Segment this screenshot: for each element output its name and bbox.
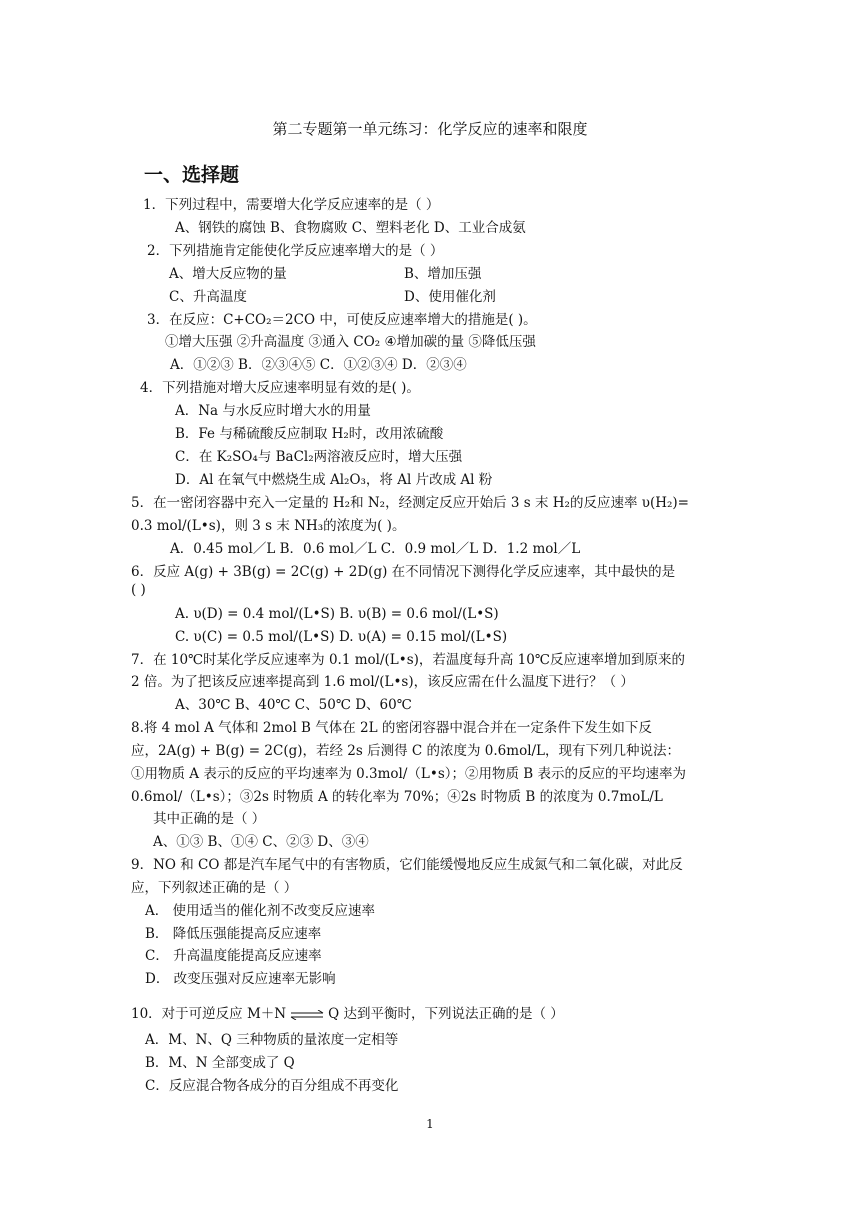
question-8-line-5: 其中正确的是（ ） — [153, 811, 266, 827]
question-7-line-2: 2 倍。为了把该反应速率提高到 1.6 mol/(L•s)，该反应需在什么温度下进行？（ ） — [131, 674, 634, 690]
question-5-line-2: 0.3 mol/(L•s)，则 3 s 末 NH₃的浓度为( )。 — [131, 518, 406, 534]
question-9-option-b: B． 降低压强能提高反应速率 — [145, 926, 322, 942]
question-4-option-a: A．Na 与水反应时增大水的用量 — [175, 403, 371, 419]
question-6-options-ab: A. υ(D) = 0.4 mol/(L•S) B. υ(B) = 0.6 mol/(L•S) — [175, 606, 499, 622]
question-1-options: A、钢铁的腐蚀 B、食物腐败 C、塑料老化 D、工业合成氨 — [175, 220, 526, 236]
question-5-line-1: 5．在一密闭容器中充入一定量的 H₂和 N₂，经测定反应开始后 3 s 末 H₂的反应速率 υ(H₂)= — [131, 495, 689, 511]
question-8-line-1: 8.将 4 mol A 气体和 2mol B 气体在 2L 的密闭容器中混合并在一定条件下发生如下反 — [131, 720, 652, 736]
question-8-line-4: 0.6mol/（L•s）；③2s 时物质 A 的转化率为 70%；④2s 时物质 B 的浓度为 0.7moL/L — [131, 789, 663, 805]
question-3-options: A．①②③ B．②③④⑤ C．①②③④ D．②③④ — [170, 357, 467, 373]
question-2-option-a: A、增大反应物的量 — [169, 266, 287, 282]
question-4-option-b: B．Fe 与稀硫酸反应制取 H₂时，改用浓硫酸 — [175, 426, 444, 442]
question-6-options-cd: C. υ(C) = 0.5 mol/(L•S) D. υ(A) = 0.15 mol/(L•S) — [175, 629, 508, 645]
question-9-option-c: C． 升高温度能提高反应速率 — [145, 948, 322, 964]
page-number: 1 — [426, 1117, 434, 1131]
question-8-options: A、①③ B、①④ C、②③ D、③④ — [153, 834, 369, 850]
question-10-option-c: C．反应混合物各成分的百分组成不再变化 — [145, 1078, 399, 1094]
question-2-option-b: B、增加压强 — [404, 266, 482, 282]
question-6-line-1: 6．反应 A(g) + 3B(g) = 2C(g) + 2D(g) 在不同情况下测得化学反应速率，其中最快的是 — [131, 564, 676, 580]
question-7-line-1: 7．在 10℃时某化学反应速率为 0.1 mol/(L•s)，若温度每升高 10℃反应速率增加到原来的 — [131, 652, 685, 668]
question-4-option-c: C．在 K₂SO₄与 BaCl₂两溶液反应时，增大压强 — [175, 449, 463, 465]
question-2-option-d: D、使用催化剂 — [404, 289, 496, 305]
question-6-line-2: ( ) — [131, 582, 146, 598]
document-title: 第二专题第一单元练习：化学反应的速率和限度 — [272, 120, 588, 138]
question-9-option-d: D． 改变压强对反应速率无影响 — [145, 971, 336, 987]
question-5-options: A．0.45 mol／L B．0.6 mol／L C．0.9 mol／L D．1.2 mol／L — [170, 541, 581, 557]
question-10-stem-prefix: 10．对于可逆反应 M＋N — [131, 1006, 287, 1022]
question-2-stem: 2．下列措施肯定能使化学反应速率增大的是（ ） — [147, 243, 444, 259]
question-4-stem: 4．下列措施对增大反应速率明显有效的是( )。 — [140, 380, 420, 396]
question-9-line-1: 9．NO 和 CO 都是汽车尾气中的有害物质，它们能缓慢地反应生成氮气和二氧化碳，对此反 — [131, 857, 683, 873]
reversible-arrow-icon — [290, 1010, 324, 1020]
question-10-stem — [131, 1005, 564, 1023]
question-3-stem: 3．在反应：C+CO₂＝2CO 中，可使反应速率增大的措施是( )。 — [147, 312, 537, 328]
question-8-line-3: ①用物质 A 表示的反应的平均速率为 0.3mol/（L•s）；②用物质 B 表示的反应的平均速率为 — [131, 766, 686, 782]
question-9-line-2: 应，下列叙述正确的是（ ） — [131, 880, 298, 896]
question-10-stem-suffix: Q 达到平衡时，下列说法正确的是（ ） — [328, 1006, 564, 1022]
question-9-option-a: A． 使用适当的催化剂不改变反应速率 — [145, 903, 376, 919]
question-3-measures: ①增大压强 ②升高温度 ③通入 CO₂ ④增加碳的量 ⑤降低压强 — [165, 334, 536, 350]
question-4-option-d: D．Al 在氧气中燃烧生成 Al₂O₃，将 Al 片改成 Al 粉 — [175, 472, 493, 488]
question-10-option-b: B．M、N 全部变成了 Q — [145, 1055, 295, 1071]
question-8-line-2: 应，2A(g) + B(g) = 2C(g)，若经 2s 后测得 C 的浓度为 0.6mol/L，现有下列几种说法： — [131, 743, 681, 759]
question-7-options: A、30℃ B、40℃ C、50℃ D、60℃ — [175, 697, 412, 713]
section-heading: 一、选择题 — [144, 164, 240, 186]
question-2-option-c: C、升高温度 — [169, 289, 247, 305]
question-10-option-a: A．M、N、Q 三种物质的量浓度一定相等 — [145, 1032, 399, 1048]
question-1-stem: 1．下列过程中，需要增大化学反应速率的是（ ） — [143, 197, 440, 213]
